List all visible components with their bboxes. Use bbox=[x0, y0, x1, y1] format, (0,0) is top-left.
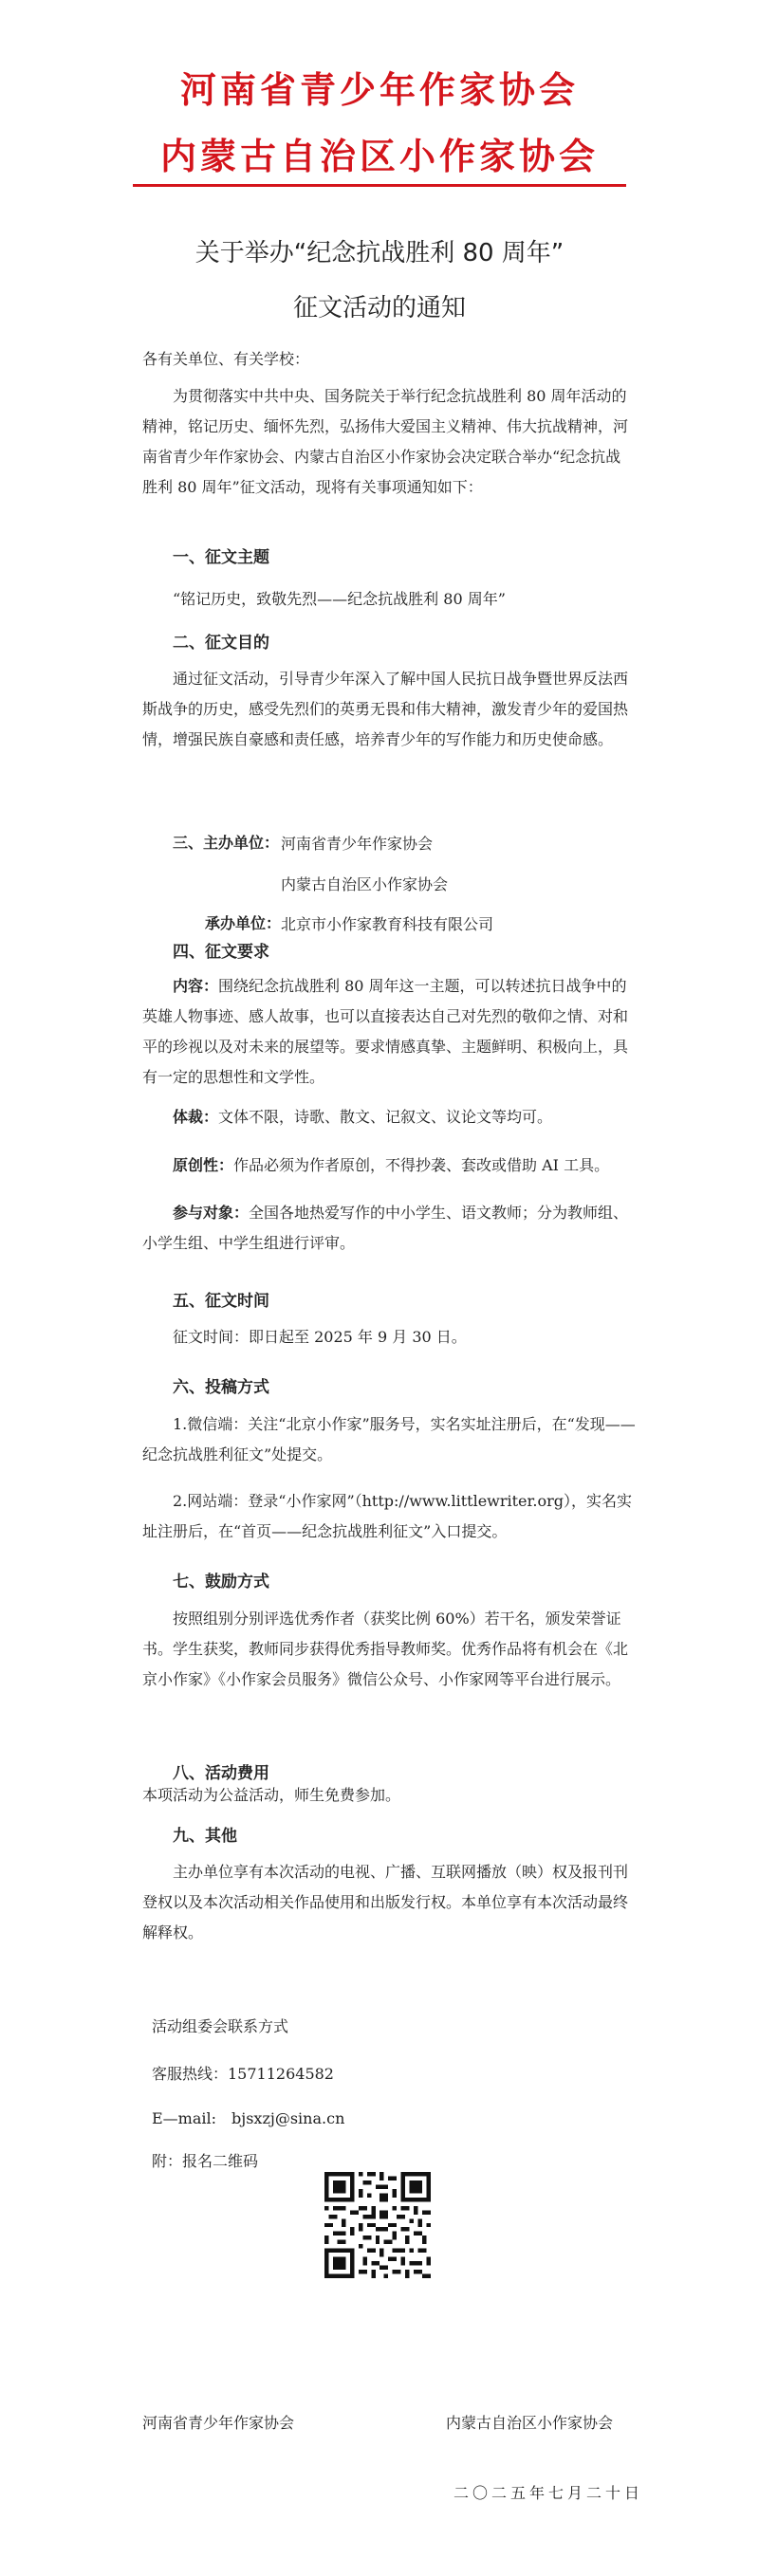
submit-website: 2.网站端：登录“小作家网”（http://www.littlewriter.org），实名实址注册后，在“首页——纪念抗战胜利征文”入口提交。 bbox=[142, 1492, 633, 1540]
salutation: 各有关单位、有关学校： bbox=[142, 350, 310, 368]
intro-paragraph: 为贯彻落实中共中央、国务院关于举行纪念抗战胜利 80 周年活动的精神，铭记历史、缅怀先烈，弘扬伟大爱国主义精神、伟大抗战精神，河南省青少年作家协会、内蒙古自治区小作家协会决定联合举办“纪念抗战胜利 80 周年”征文活动，现将有关事项通知如下： bbox=[142, 387, 629, 496]
genre-text: 文体不限，诗歌、散文、记叙文、议论文等均可。 bbox=[218, 1108, 553, 1126]
section-7-heading: 七、鼓励方式 bbox=[173, 1573, 269, 1592]
attachment-label: 附：报名二维码 bbox=[152, 2152, 259, 2170]
target-label: 参与对象： bbox=[173, 1204, 250, 1222]
signature-org-2: 内蒙古自治区小作家协会 bbox=[446, 2414, 614, 2432]
section-5-heading: 五、征文时间 bbox=[173, 1292, 269, 1311]
section-3-label: 三、主办单位： bbox=[173, 834, 280, 852]
section-4-heading: 四、征文要求 bbox=[173, 943, 269, 962]
target-paragraph bbox=[142, 1198, 636, 1259]
target-text: 全国各地热爱写作的中小学生、语文教师；分为教师组、小学生组、中学生组进行评审。 bbox=[142, 1204, 629, 1252]
section-2-text: 通过征文活动，引导青少年深入了解中国人民抗日战争暨世界反法西斯战争的历史，感受先烈们的英勇无畏和伟大精神，激发青少年的爱国热情，增强民族自豪感和责任感，培养青少年的写作能力和历史使命感。 bbox=[142, 670, 629, 748]
section-8-heading: 八、活动费用 bbox=[173, 1764, 269, 1783]
content-paragraph bbox=[142, 971, 636, 1093]
submit-wechat: 1.微信端：关注“北京小作家”服务号，实名实址注册后，在“发现——纪念抗战胜利征文”处提交。 bbox=[142, 1415, 636, 1463]
section-9-heading: 九、其他 bbox=[173, 1827, 237, 1846]
header-org-1: 河南省青少年作家协会 bbox=[179, 68, 579, 111]
header-org-2: 内蒙古自治区小作家协会 bbox=[159, 135, 599, 177]
originality-paragraph bbox=[142, 1150, 636, 1181]
header-divider bbox=[133, 184, 626, 187]
section-1-heading: 一、征文主题 bbox=[173, 548, 269, 567]
section-5-text: 征文时间：即日起至 2025 年 9 月 30 日。 bbox=[173, 1328, 467, 1346]
notice-title-line2: 征文活动的通知 bbox=[292, 294, 466, 322]
genre-paragraph bbox=[142, 1102, 636, 1132]
contact-title: 活动组委会联系方式 bbox=[152, 2017, 289, 2035]
signature-org-1: 河南省青少年作家协会 bbox=[142, 2414, 295, 2432]
section-2-heading: 二、征文目的 bbox=[173, 634, 269, 653]
content-text: 围绕纪念抗战胜利 80 周年这一主题，可以转述抗日战争中的英雄人物事迹、感人故事，也可以直接表达自己对先烈的敬仰之情、对和平的珍视以及对未来的展望等。要求情感真挚、主题鲜明、积极向上，具有一定的思想性和文学性。 bbox=[142, 977, 629, 1086]
section-8-text: 本项活动为公益活动，师生免费参加。 bbox=[142, 1786, 401, 1804]
host-2: 内蒙古自治区小作家协会 bbox=[281, 875, 449, 893]
originality-label: 原创性： bbox=[173, 1156, 234, 1174]
genre-label: 体裁： bbox=[173, 1108, 219, 1126]
originality-text: 作品必须为作者原创，不得抄袭、套改或借助 AI 工具。 bbox=[233, 1156, 610, 1174]
notice-title-line1: 关于举办“纪念抗战胜利 80 周年” bbox=[194, 239, 565, 267]
organizer-name: 北京市小作家教育科技有限公司 bbox=[281, 915, 494, 933]
section-6-heading: 六、投稿方式 bbox=[173, 1378, 269, 1397]
contact-email: E—mail: bjsxzj@sina.cn bbox=[152, 2109, 345, 2127]
content-label: 内容： bbox=[173, 977, 219, 995]
issue-date: 二〇二五年七月二十日 bbox=[454, 2484, 644, 2502]
host-1: 河南省青少年作家协会 bbox=[281, 835, 434, 853]
section-7-text: 按照组别分别评选优秀作者（获奖比例 60%）若干名，颁发荣誉证书。学生获奖，教师同步获得优秀指导教师奖。优秀作品将有机会在《北京小作家》《小作家会员服务》微信公众号、小作家网等平台进行展示。 bbox=[142, 1610, 629, 1688]
section-9-text: 主办单位享有本次活动的电视、广播、互联网播放（映）权及报刊刊登权以及本次活动相关作品使用和出版发行权。本单位享有本次活动最终解释权。 bbox=[142, 1863, 629, 1941]
organizer-label: 承办单位： bbox=[205, 914, 282, 932]
section-1-text: “铭记历史，致敬先烈——纪念抗战胜利 80 周年” bbox=[173, 590, 506, 608]
contact-hotline: 客服热线：15711264582 bbox=[152, 2065, 334, 2083]
qr-code-image bbox=[324, 2172, 431, 2278]
